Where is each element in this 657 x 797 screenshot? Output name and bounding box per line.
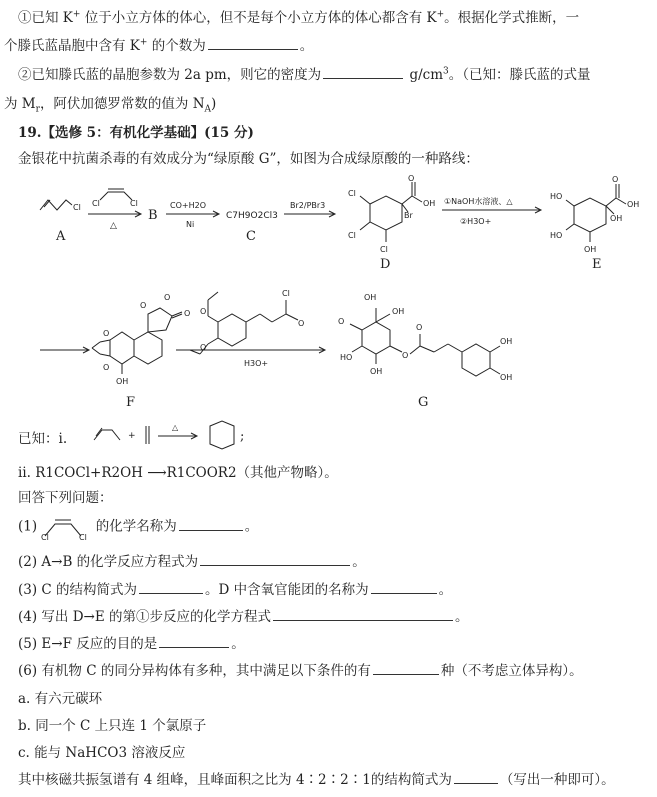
- svg-text:OH: OH: [500, 373, 513, 382]
- question-6-final: 其中核磁共振氢谱有 4 组峰，且峰面积之比为 4∶2∶2∶1的结构简式为 （写出一种即可）。: [18, 772, 615, 788]
- svg-text:Cl: Cl: [130, 199, 138, 208]
- arrow-F-G: [176, 347, 325, 368]
- label-E: E: [592, 257, 602, 272]
- svg-text:①NaOH水溶液、△: ①NaOH水溶液、△: [444, 197, 513, 206]
- q18-part1-line1: ①已知 K+ 位于小立方体的体心，但不是每个小立方体的体心都含有 K+。根据化学式推断，一: [18, 9, 580, 26]
- arrow-D-E: [442, 196, 541, 226]
- condition-a: a. 有六元碳环: [18, 691, 103, 707]
- arrow-E-F: [40, 347, 89, 353]
- answer-blank[interactable]: [159, 635, 229, 648]
- svg-text:O: O: [408, 174, 415, 183]
- svg-text:OH: OH: [584, 245, 597, 254]
- scheme-row-2: [0, 278, 657, 418]
- condition-c: c. 能与 NaHCO3 溶液反应: [18, 745, 186, 761]
- label-B: B: [148, 208, 158, 223]
- svg-text:O: O: [103, 329, 110, 338]
- arrow-A-B: [88, 189, 141, 231]
- svg-text:O: O: [184, 309, 191, 318]
- structure-F: [92, 293, 190, 386]
- formula-C: C7H9O2Cl3: [226, 211, 278, 221]
- known-i: 已知：ⅰ.: [18, 431, 68, 447]
- svg-text:△: △: [110, 221, 117, 231]
- question-5: (5) E→F 反应的目的是 。: [18, 636, 245, 652]
- svg-text:Cl: Cl: [92, 199, 100, 208]
- svg-text:O: O: [200, 343, 207, 352]
- q19-title: 19.【选修 5：有机化学基础】(15 分): [18, 125, 254, 141]
- answer-blank[interactable]: [208, 37, 298, 50]
- answer-blank[interactable]: [139, 581, 203, 594]
- svg-text:O: O: [612, 175, 619, 184]
- answer-blank[interactable]: [371, 581, 437, 594]
- svg-text:Cl: Cl: [79, 533, 88, 540]
- svg-text:Cl: Cl: [348, 231, 356, 240]
- svg-text:Ni: Ni: [186, 220, 195, 229]
- dichlorobutene-structure: [41, 514, 91, 540]
- svg-text:Cl: Cl: [380, 245, 388, 254]
- answer-blank[interactable]: [200, 553, 350, 566]
- svg-text:CO+H2O: CO+H2O: [170, 201, 206, 210]
- svg-text:HO: HO: [550, 192, 563, 201]
- answer-blank[interactable]: [273, 608, 453, 621]
- structure-D: [348, 174, 435, 254]
- svg-text:Br: Br: [404, 211, 413, 220]
- svg-text:Cl: Cl: [73, 203, 81, 212]
- label-C: C: [246, 229, 256, 244]
- svg-text:OH: OH: [627, 200, 640, 209]
- svg-text:;: ;: [240, 429, 245, 444]
- question-1: (1) Cl Cl 的化学名称为 。: [18, 514, 258, 540]
- svg-text:OH: OH: [500, 337, 513, 346]
- svg-text:O: O: [338, 317, 345, 326]
- known-i-scheme: [0, 418, 657, 452]
- label-A: A: [56, 229, 66, 244]
- question-4: (4) 写出 D→E 的第①步反应的化学方程式 。: [18, 609, 469, 625]
- q18-part2-line2: 为 $M_r$，阿伏加德罗常数的值为 $N_A$): [4, 96, 217, 115]
- svg-text:H3O+: H3O+: [244, 359, 269, 368]
- question-6: (6) 有机物 C 的同分异构体有多种，其中满足以下条件的有 种（不考虑立体异构）。: [18, 663, 583, 679]
- svg-text:O: O: [164, 293, 171, 302]
- svg-text:OH: OH: [116, 377, 129, 386]
- answer-blank[interactable]: [179, 518, 243, 531]
- known-ii: ⅱ. R1COCl+R2OH ⟶R1COOR2（其他产物略）。: [18, 465, 338, 481]
- answer-blank[interactable]: [323, 66, 403, 79]
- svg-text:O: O: [298, 319, 305, 328]
- structure-G: [338, 293, 512, 382]
- answer-blank[interactable]: [373, 662, 439, 675]
- answer-intro: 回答下列问题：: [18, 490, 113, 506]
- scheme-row-1: [0, 172, 657, 282]
- structure-A: [40, 200, 81, 212]
- reagent-acyl-chloride: [190, 289, 304, 354]
- q19-intro: 金银花中抗菌杀毒的有效成分为“绿原酸 G”，如图为合成绿原酸的一种路线：: [18, 151, 479, 167]
- svg-text:Cl: Cl: [41, 533, 50, 540]
- svg-text:Cl: Cl: [348, 189, 356, 198]
- label-G: G: [418, 395, 429, 410]
- condition-b: b. 同一个 C 上只连 1 个氯原子: [18, 718, 207, 734]
- arrow-C-D: [284, 201, 335, 217]
- answer-blank[interactable]: [454, 771, 498, 784]
- svg-text:HO: HO: [340, 353, 353, 362]
- svg-text:OH: OH: [610, 214, 623, 223]
- label-D: D: [380, 257, 391, 272]
- q18-part2-line1: ②已知滕氏蓝的晶胞参数为 2a pm，则它的密度为 $g/cm^3$。（已知：滕氏蓝的式量: [18, 66, 591, 83]
- svg-text:O: O: [402, 351, 409, 360]
- arrow-B-C: [166, 201, 219, 229]
- svg-text:O: O: [416, 323, 423, 332]
- svg-text:Br2/PBr3: Br2/PBr3: [290, 201, 326, 210]
- svg-text:Cl: Cl: [282, 289, 290, 298]
- svg-text:②H3O+: ②H3O+: [460, 217, 492, 226]
- q18-part1-line2: 个滕氏蓝晶胞中含有 K+ 的个数为 。: [4, 37, 314, 54]
- svg-text:OH: OH: [370, 367, 383, 376]
- question-2: (2) A→B 的化学反应方程式为 。: [18, 554, 366, 570]
- question-3: (3) C 的结构简式为 。D 中含氧官能团的名称为 。: [18, 582, 453, 598]
- structure-E: [550, 175, 639, 254]
- svg-text:O: O: [103, 363, 110, 372]
- svg-text:OH: OH: [364, 293, 377, 302]
- svg-text:OH: OH: [392, 307, 405, 316]
- svg-text:OH: OH: [423, 199, 436, 208]
- svg-text:+: +: [128, 431, 136, 441]
- svg-text:HO: HO: [550, 231, 563, 240]
- label-F: F: [126, 395, 136, 410]
- svg-text:O: O: [200, 307, 207, 316]
- svg-text:△: △: [172, 423, 179, 432]
- svg-text:O: O: [140, 301, 147, 310]
